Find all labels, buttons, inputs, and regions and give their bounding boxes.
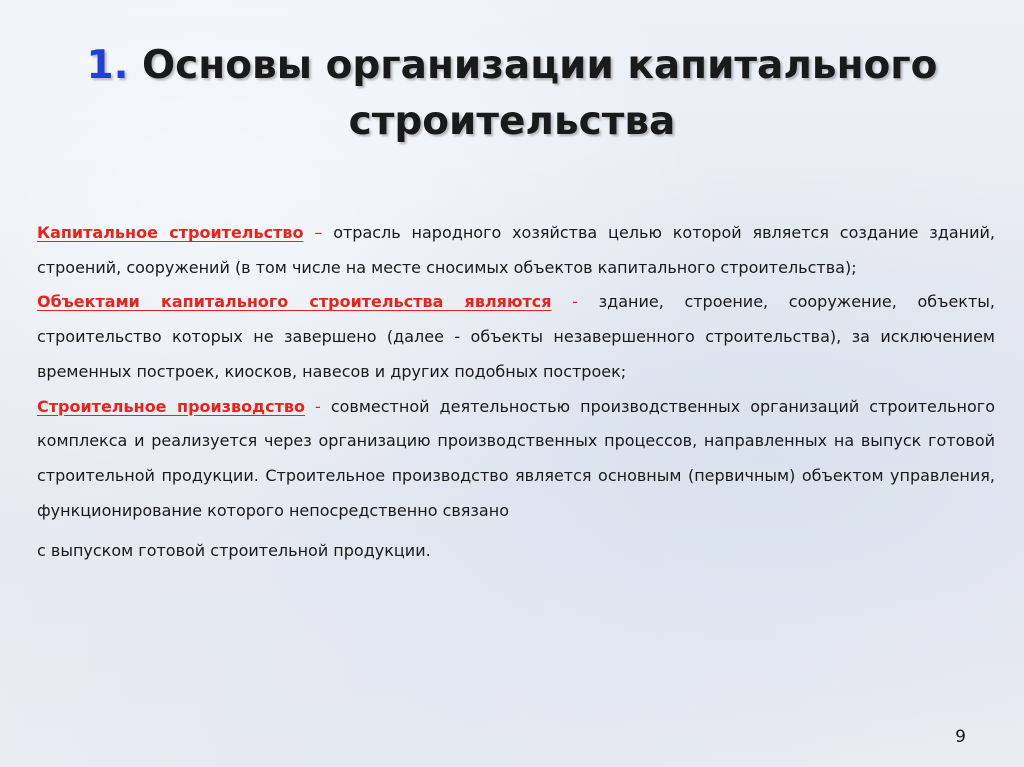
definition-text: здание, строение, сооружение, объекты, строительство которых не завершено (далее - объекты незавершенного строительства), за исключением временных построек, киосков, навесов и других подобных построек; <box>37 292 995 381</box>
term-separator: – <box>303 223 334 242</box>
definition-text: отрасль народного хозяйства целью которой является создание зданий, строений, сооружений (в том числе на месте сносимых объектов капитального строительства); <box>37 223 996 277</box>
term-separator: - <box>304 396 331 416</box>
slide-content <box>37 216 995 569</box>
paragraph-capital-construction-objects <box>37 285 995 389</box>
term-capital-construction: Капитальное строительство <box>37 223 304 242</box>
paragraph-construction-production <box>37 390 995 570</box>
page-number: 9 <box>955 727 966 747</box>
definition-last-line: с выпуском готовой строительной продукции. <box>37 541 431 561</box>
term-separator: - <box>551 292 599 312</box>
definition-text: совместной деятельностью производственных организаций строительного комплекса и реализуется через организацию производственных процессов, направленных на выпуск готовой строительной продукции. Строительное производство является основным (первичным) объектом управления, функционирование которого непосредственно связано <box>37 396 995 520</box>
term-capital-construction-objects: Объектами капитального строительства являются <box>37 292 552 312</box>
paragraph-capital-construction <box>37 216 995 285</box>
title-text: Основы организации капитального строительства <box>142 43 938 144</box>
term-construction-production: Строительное производство <box>37 396 305 416</box>
slide-title <box>40 38 984 150</box>
title-number: 1. <box>86 43 129 88</box>
